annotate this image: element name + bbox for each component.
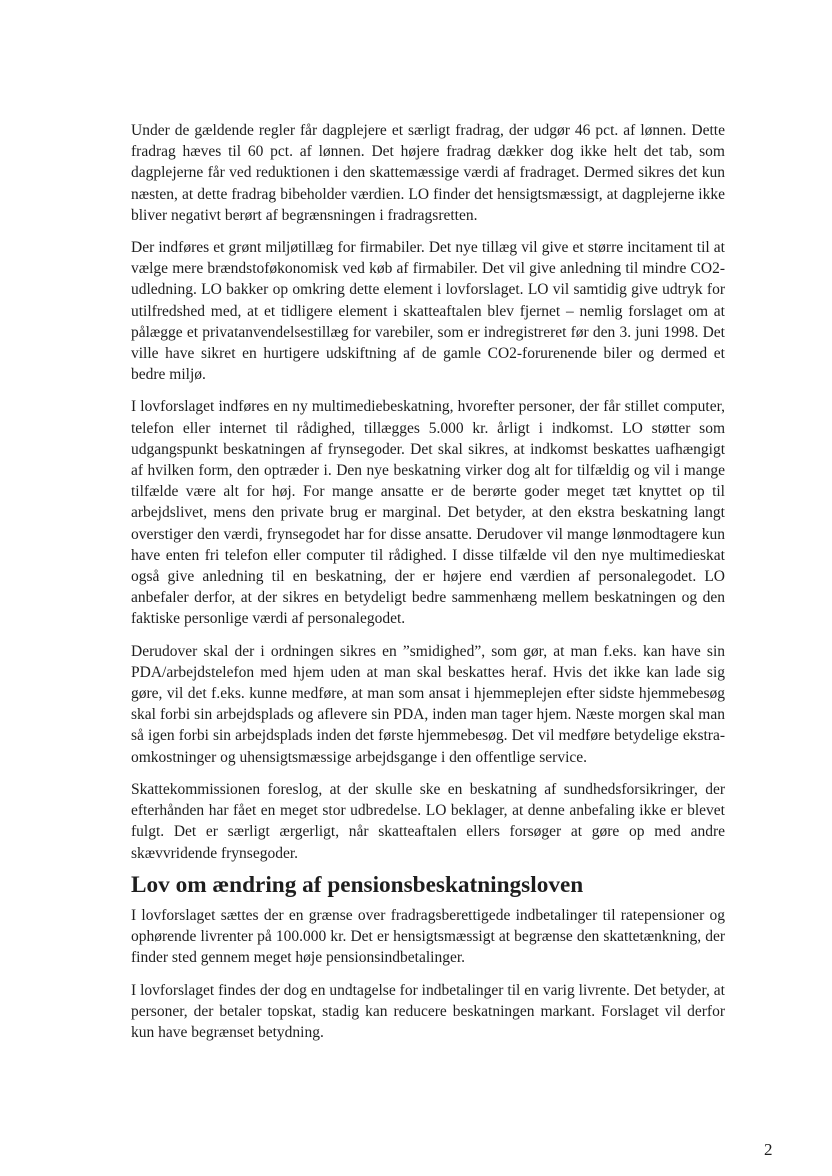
page-number: 2	[764, 1140, 773, 1159]
document-body	[131, 120, 725, 1054]
paragraph-livrente: I lovforslaget findes der dog en undtagelse for indbetalinger til en varig livrente. Det betyder, at personer, der betaler topskat, stadig kan reducere beskatningen markant. Forslaget vil derfor kun have begrænset betydning.	[131, 981, 725, 1041]
paragraph-miljotillaeg: Der indføres et grønt miljøtillæg for firmabiler. Det nye tillæg vil give et større incitament til at vælge mere brændstoføkonomisk ved køb af firmabiler. Det vil give anledning til mindre CO2-udledning. LO bakker op omkring dette element i lovforslaget. LO vil samtidig give udtryk for utilfredshed med, at et tidligere element i skatteaftalen blev fjernet – nemlig forslaget om at pålægge et privatanvendelsestillæg for varebiler, som er indregistreret før den 3. juni 1998. Det ville have sikret en hurtigere udskiftning af de gamle CO2-forurenende biler og dermed et bedre miljø.	[131, 239, 725, 384]
paragraph-smidighed: Derudover skal der i ordningen sikres en ”smidighed”, som gør, at man f.eks. kan have sin PDA/arbejdstelefon med hjem uden at man skal beskattes heraf. Hvis det ikke kan lade sig gøre, vil det f.eks. kunne medføre, at man som ansat i hjemmeplejen efter sidste hjemmebesøg skal forbi sin arbejdsplads og aflevere sin PDA, inden man tager hjem. Næste morgen skal man så igen forbi sin arbejdsplads inden det første hjemmebesøg. Det vil medføre betydelige ekstra-omkostninger og uhensigtsmæssige arbejdsgange i den offentlige service.	[131, 642, 725, 766]
paragraph-multimediebeskatning: I lovforslaget indføres en ny multimediebeskatning, hvorefter personer, der får stillet computer, telefon eller internet til rådighed, tillægges 5.000 kr. årligt i indkomst. LO støtter som udgangspunkt beskatningen af frynsegoder. Det skal sikres, at indkomst beskattes uafhængigt af hvilken form, den optræder i. Den nye beskatning virker dog alt for tilfældig og vil i mange tilfælde være alt for høj. For mange ansatte er de berørte goder meget tæt knyttet op til arbejdslivet, mens den private brug er marginal. Det betyder, at den ekstra beskatning langt overstiger den værdi, frynsegodet har for disse ansatte. Derudover vil mange lønmodtagere kun have enten fri telefon eller computer til rådighed. I disse tilfælde vil den nye multimedieskat også give anledning til en beskatning, der er højere end værdien af personalegodet. LO anbefaler derfor, at der sikres en betydeligt bedre sammenhæng mellem beskatningen og den faktiske personlige værdi af personalegodet.	[131, 398, 725, 628]
paragraph-ratepensioner: I lovforslaget sættes der en grænse over fradragsberettigede indbetalinger til ratepensioner og ophørende livrenter på 100.000 kr. Det er hensigtsmæssigt at begrænse den skattetænkning, der finder sted gennem meget høje pensionsindbetalinger.	[131, 906, 725, 967]
section-heading-pensionsbeskatning: Lov om ændring af pensionsbeskatningsloven	[131, 871, 584, 898]
paragraph-dagplejere: Under de gældende regler får dagplejere et særligt fradrag, der udgør 46 pct. af lønnen. Dette fradrag hæves til 60 pct. af lønnen. Det højere fradrag dækker dog ikke helt det tab, som dagplejerne får ved reduktionen i den skattemæssige værdi af fradraget. Dermed sikres det kun næsten, at dette fradrag bibeholder værdien. LO finder det hensigtsmæssigt, at dagplejerne ikke bliver negativt berørt af begrænsningen i fradragsretten.	[131, 122, 725, 224]
paragraph-skattekommissionen: Skattekommissionen foreslog, at der skulle ske en beskatning af sundhedsforsikringer, der efterhånden har fået en meget stor udbredelse. LO beklager, at denne anbefaling ikke er blevet fulgt. Det er særligt ærgerligt, når skatteaftalen ellers forsøger at gøre op med andre skævvridende frynsegoder.	[131, 780, 725, 862]
